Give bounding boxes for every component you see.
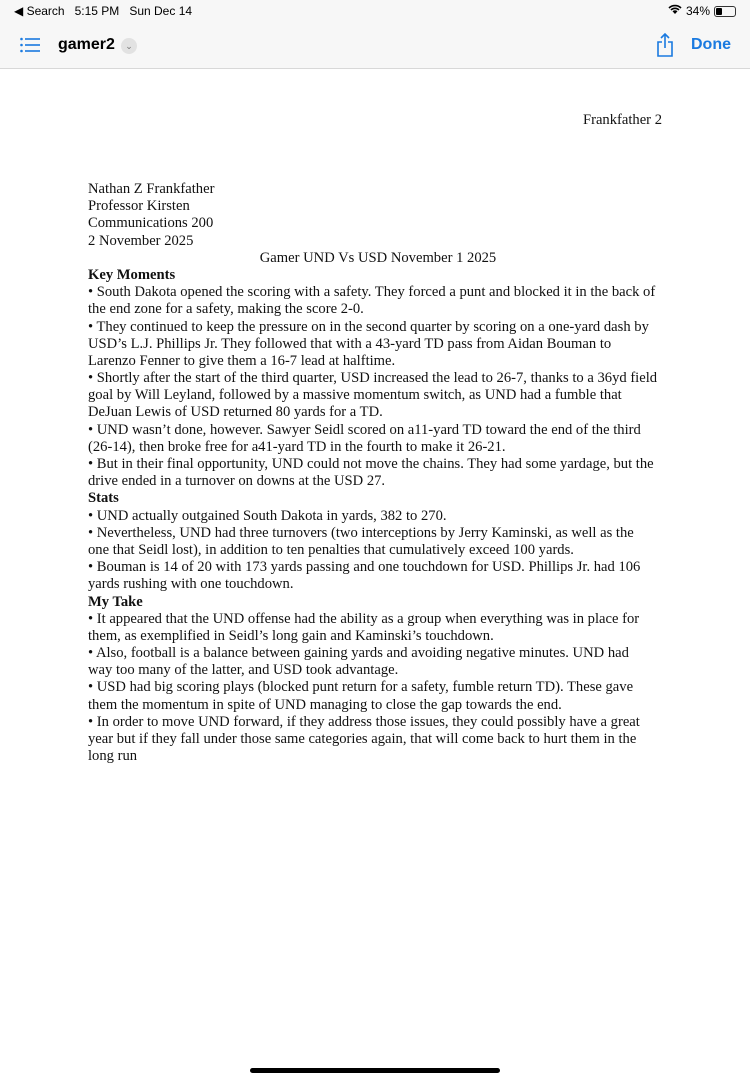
text-line: USD’s L.J. Phillips Jr. They followed that with a 43-yard TD pass from Aidan Bouman to <box>88 335 612 352</box>
text-line: Larenzo Fenner to give them a 16-7 lead at halftime. <box>88 352 396 369</box>
text-line: drive ended in a turnover on downs at the USD 27. <box>88 473 386 490</box>
section-heading: Stats <box>88 490 119 507</box>
text-line: • Shortly after the start of the third quarter, USD increased the lead to 26-7, thanks to a 36yd field <box>88 370 658 387</box>
page-header: Frankfather 2 <box>582 112 662 128</box>
text-line: • In order to move UND forward, if they address those issues, they could possibly have a great <box>88 713 640 730</box>
text-line: them, as exemplified in Seidl’s long gain and Kaminski’s touchdown. <box>88 627 494 644</box>
battery-icon <box>714 6 736 17</box>
text-line: DeJuan Lewis of USD returned 80 yards for a TD. <box>88 404 383 421</box>
battery-percent: 34% <box>685 4 710 18</box>
back-to-search-link[interactable]: ◀ Search <box>14 4 65 18</box>
text-line: goal by Will Leyland, followed by a massive momentum switch, as UND had a fumble that <box>88 387 622 404</box>
status-bar-left <box>14 4 192 18</box>
text-line: • UND wasn’t done, however. Sawyer Seidl scored on a11-yard TD toward the end of the third <box>88 421 641 438</box>
text-line: 2 November 2025 <box>88 232 194 249</box>
text-line: Communications 200 <box>88 215 214 232</box>
essay-title: Gamer UND Vs USD November 1 2025 <box>259 249 497 266</box>
text-line: • They continued to keep the pressure on in the second quarter by scoring on a one-yard dash by <box>88 318 649 335</box>
text-line: • It appeared that the UND offense had the ability as a group when everything was in place for <box>88 610 640 627</box>
status-bar-right <box>668 4 736 18</box>
text-line: • USD had big scoring plays (blocked punt return for a safety, fumble return TD). These gave <box>88 679 634 696</box>
text-line: • UND actually outgained South Dakota in yards, 382 to 270. <box>88 507 447 524</box>
wifi-icon <box>668 4 682 18</box>
text-line: • Also, football is a balance between gaining yards and avoiding negative minutes. UND had <box>88 645 629 662</box>
section-heading: My Take <box>88 593 143 610</box>
done-button[interactable]: Done <box>691 36 731 53</box>
text-line: Professor Kirsten <box>88 198 190 215</box>
document-body <box>88 181 668 765</box>
text-line: • Nevertheless, UND had three turnovers (two interceptions by Jerry Kaminski, as well as the <box>88 524 634 541</box>
top-bar <box>0 0 750 69</box>
text-line: year but if they fall under those same categories again, that will come back to hurt them in the <box>88 731 637 747</box>
home-indicator[interactable] <box>250 1068 500 1073</box>
chevron-down-icon[interactable]: ⌄ <box>121 38 137 54</box>
text-line: long run <box>88 748 138 765</box>
section-heading: Key Moments <box>88 266 176 283</box>
document-toolbar <box>0 32 750 60</box>
status-time: 5:15 PM <box>74 4 120 18</box>
share-icon[interactable] <box>655 32 675 58</box>
text-line: the end zone for a safety, making the score 2-0. <box>88 301 364 318</box>
text-line: way too many of the latter, and USD took advantage. <box>88 662 399 679</box>
text-line: • Bouman is 14 of 20 with 173 yards passing and one touchdown for USD. Phillips Jr. had 106 <box>88 559 641 576</box>
text-line: • South Dakota opened the scoring with a safety. They forced a punt and blocked it in the back of <box>88 284 656 301</box>
text-line: yards rushing with one touchdown. <box>88 576 294 593</box>
text-line: one that Seidl lost), in addition to ten penalties that cumulatively exceed 100 yards. <box>88 541 574 558</box>
document-title[interactable]: gamer2 <box>58 36 115 53</box>
status-date: Sun Dec 14 <box>129 4 193 18</box>
text-line: (26-14), then broke free for a41-yard TD in the fourth to make it 26-21. <box>88 438 506 455</box>
list-icon[interactable] <box>20 37 40 53</box>
text-line: them the momentum in spite of UND managing to close the gap towards the end. <box>88 696 562 713</box>
text-line: Nathan Z Frankfather <box>88 181 215 197</box>
text-line: • But in their final opportunity, UND could not move the chains. They had some yardage, but the <box>88 456 654 472</box>
